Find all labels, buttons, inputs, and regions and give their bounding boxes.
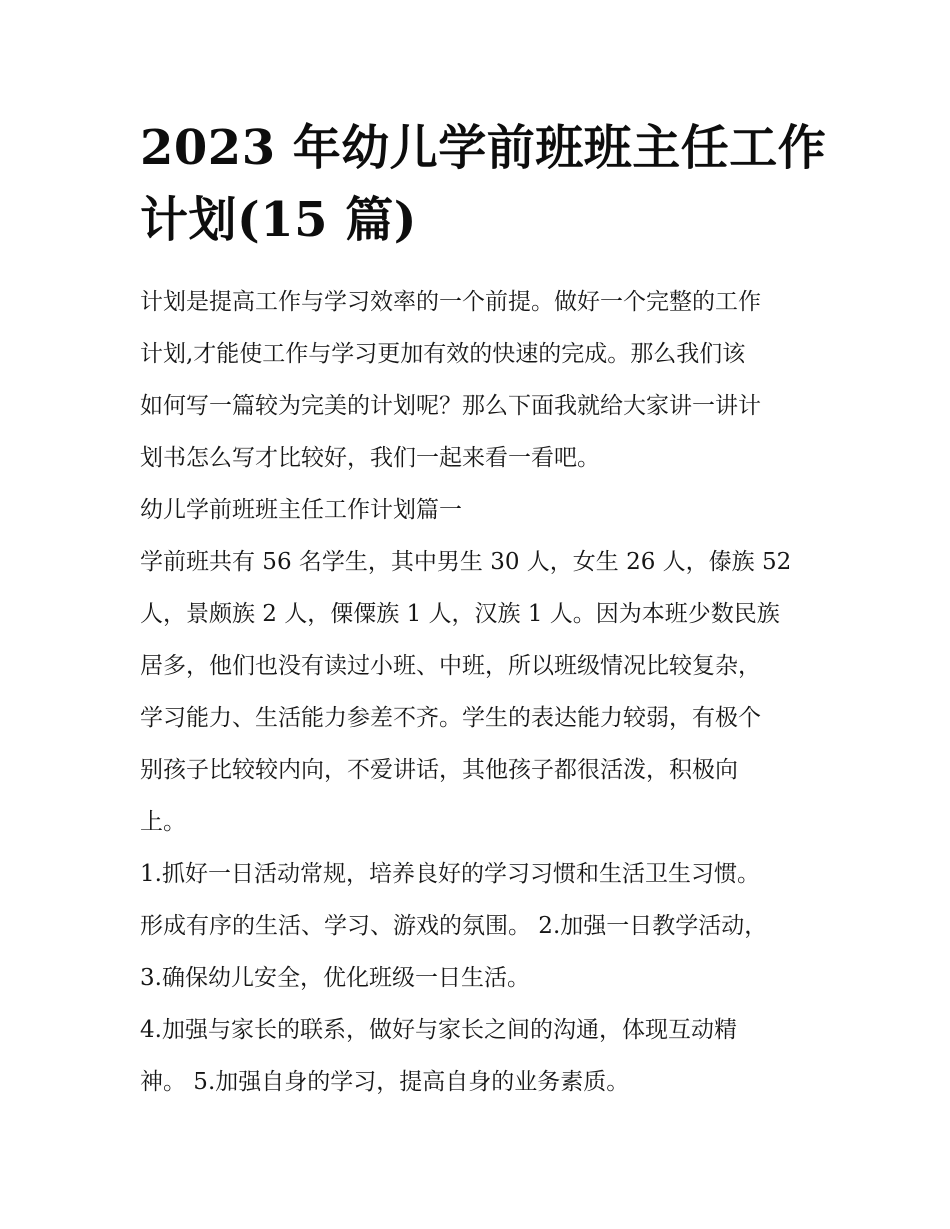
goals-line: 4.加强与家长的联系，做好与家长之间的沟通，体现互动精 [140, 1017, 737, 1043]
goals-line: 1.抓好一日活动常规，培养良好的学习习惯和生活卫生习惯。 [140, 861, 760, 887]
goals-line: 形成有序的生活、学习、游戏的氛围。 2.加强一日教学活动， [140, 913, 768, 939]
title-spacer [140, 256, 815, 276]
intro-paragraph [140, 276, 815, 484]
class-info-line: 人，景颇族 2 人，傈僳族 1 人，汉族 1 人。因为本班少数民族 [140, 601, 780, 627]
class-info-line: 上。 [140, 809, 186, 835]
goals-line: 3.确保幼儿安全，优化班级一日生活。 [140, 965, 530, 991]
goals-paragraph-1 [140, 848, 815, 1004]
goals-line: 神。 5.加强自身的学习，提高自身的业务素质。 [140, 1069, 630, 1095]
class-info-line: 别孩子比较较内向，不爱讲话，其他孩子都很活泼，积极向 [140, 757, 738, 783]
document-content [140, 112, 827, 1108]
class-info-line: 学习能力、生活能力参差不齐。学生的表达能力较弱，有极个 [140, 705, 761, 731]
intro-line: 计划,才能使工作与学习更加有效的快速的完成。那么我们该 [140, 341, 746, 367]
class-info-line: 学前班共有 56 名学生，其中男生 30 人，女生 26 人，傣族 52 [140, 549, 792, 575]
class-info-paragraph [140, 536, 815, 848]
section-heading [140, 484, 815, 536]
section-heading-text: 幼儿学前班班主任工作计划篇一 [140, 497, 462, 523]
goals-paragraph-2 [140, 1004, 815, 1108]
intro-line: 划书怎么写才比较好，我们一起来看一看吧。 [140, 445, 600, 471]
class-info-line: 居多，他们也没有读过小班、中班，所以班级情况比较复杂， [140, 653, 761, 679]
title-line-1: 2023 年幼儿学前班班主任工作 [140, 120, 827, 176]
title-line-2: 计划(15 篇) [140, 192, 417, 248]
intro-line: 如何写一篇较为完美的计划呢？那么下面我就给大家讲一讲计 [140, 393, 761, 419]
intro-line: 计划是提高工作与学习效率的一个前提。做好一个完整的工作 [140, 289, 761, 315]
document-title [140, 112, 827, 256]
